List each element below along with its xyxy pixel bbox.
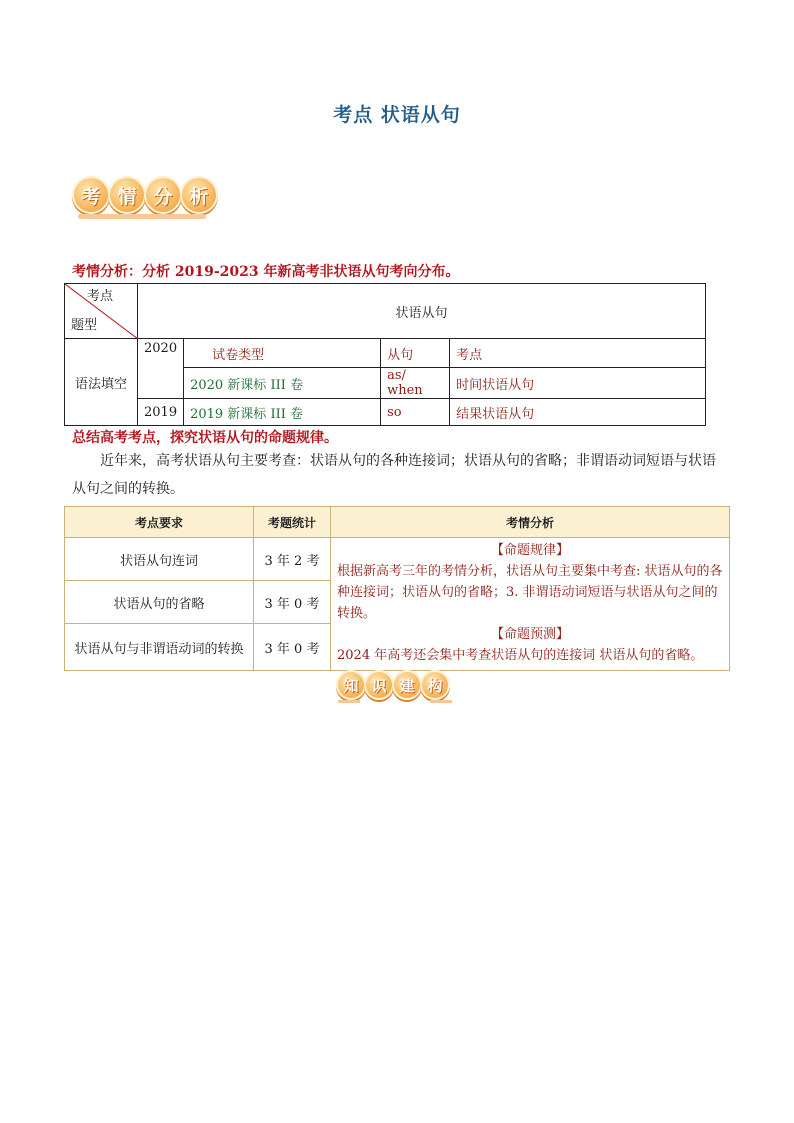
section-heading: 总结高考考点，探究状语从句的命题规律。 <box>72 430 338 446</box>
row-type-cell: 语法填空 <box>65 339 138 426</box>
badge-char: 情 <box>108 176 146 214</box>
badge-char: 识 <box>364 670 394 700</box>
distribution-table <box>64 283 706 426</box>
point-cell: 时间状语从句 <box>450 368 706 399</box>
header-cell: 考情分析 <box>331 507 730 538</box>
badge-char: 考 <box>72 176 110 214</box>
analysis-cell <box>331 538 730 671</box>
section-heading: 考情分析：分析 2019-2023 年新高考非状语从句考向分布。 <box>72 264 460 280</box>
point-cell: 结果状语从句 <box>450 399 706 426</box>
requirement-cell: 状语从句与非谓语动词的转换 <box>65 624 254 671</box>
year-cell: 2019 <box>138 399 184 426</box>
paper-cell: 2020 新课标 III 卷 <box>184 368 381 399</box>
rule-title: 【命题规律】 <box>490 543 569 558</box>
badge-underline <box>338 700 360 703</box>
year-cell: 2020 <box>138 339 184 399</box>
analysis-badge <box>72 176 216 214</box>
badge-underline <box>430 700 452 703</box>
badge-char: 建 <box>392 670 422 700</box>
sub-header: 考点 <box>450 339 706 368</box>
summary-table <box>64 506 730 671</box>
sub-header: 试卷类型 <box>184 339 381 368</box>
badge-char: 知 <box>336 670 366 700</box>
requirement-cell: 状语从句的省略 <box>65 581 254 624</box>
badge-char: 析 <box>180 176 218 214</box>
header-cell: 考题统计 <box>254 507 331 538</box>
stat-cell: 3 年 0 考 <box>254 581 331 624</box>
paper-cell: 2019 新课标 III 卷 <box>184 399 381 426</box>
sub-header: 从句 <box>381 339 450 368</box>
page-title: 考点 状语从句 <box>333 104 461 126</box>
intro-paragraph: 近年来，高考状语从句主要考查：状语从句的各种连接词；状语从句的省略；非谓语动词短语与状语从句之间的转换。 <box>72 453 716 497</box>
stat-cell: 3 年 0 考 <box>254 624 331 671</box>
header-cell: 考点要求 <box>65 507 254 538</box>
requirement-cell: 状语从句连词 <box>65 538 254 581</box>
clause-cell: so <box>381 399 450 426</box>
column-header: 状语从句 <box>138 284 706 339</box>
stat-cell: 3 年 2 考 <box>254 538 331 581</box>
badge-char: 分 <box>144 176 182 214</box>
clause-cell: as/ when <box>381 368 450 399</box>
corner-top-label: 考点 <box>87 289 114 304</box>
table-corner-cell <box>65 284 138 339</box>
forecast-text: 2024 年高考还会集中考查状语从句的连接词 状语从句的省略。 <box>337 648 704 663</box>
badge-underline <box>78 214 206 219</box>
knowledge-badge <box>336 670 448 700</box>
badge-char: 构 <box>420 670 450 700</box>
corner-bottom-label: 题型 <box>71 318 98 333</box>
rule-text: 根据新高考三年的考情分析，状语从句主要集中考查: 状语从句的各种连接词；状语从句的省略；3. 非谓语动词短语与状语从句之间的转换。 <box>337 564 723 621</box>
forecast-title: 【命题预测】 <box>490 627 569 642</box>
